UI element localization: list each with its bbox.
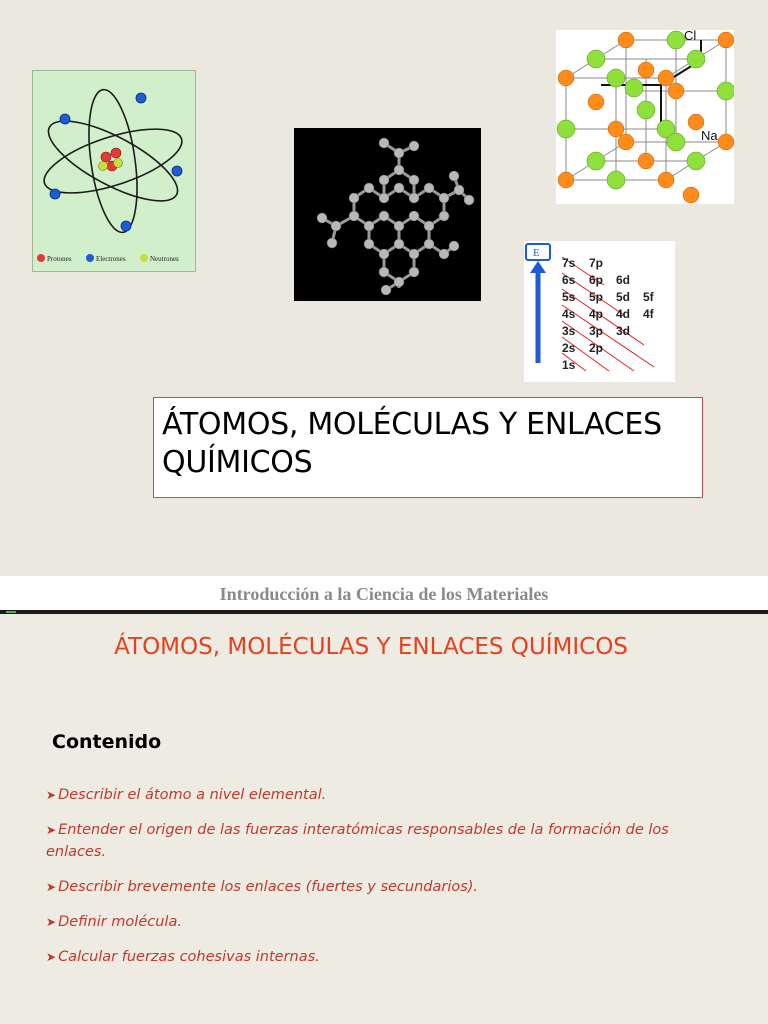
orbital-label: 4f [643,307,654,321]
orbital-label: 6p [589,273,604,287]
orbital-label: 2s [562,341,576,355]
orbital-label: 5f [643,290,654,304]
orbital-label: 7p [589,256,604,270]
atom-diagram-icon [33,71,195,271]
legend-protons: Protones [47,255,72,263]
orbital-label: 4d [616,307,631,321]
label-cl: Cl [684,30,697,43]
slide-2-title: ÁTOMOS, MOLÉCULAS Y ENLACES QUÍMICOS [114,634,628,660]
orbital-label: 4p [589,307,604,321]
orbital-diagram [524,241,675,382]
section-heading: Contenido [52,731,162,753]
energy-label: E [533,247,540,259]
orbital-label: 3s [562,324,576,338]
slide-header-band [0,576,768,610]
list-item: ➤ Describir el átomo a nivel elemental. [46,787,327,803]
list-item: ➤ Calcular fuerzas cohesivas internas. [46,949,320,965]
orbital-label: 5s [562,290,576,304]
orbital-label: 5p [589,290,604,304]
molecule-icon [294,128,481,301]
list-item: ➤ Entender el origen de las fuerzas interatómicas responsables de la formación de los enlaces. [46,822,669,860]
bullet-arrow-icon: ➤ [46,788,57,802]
orbital-label: 3d [616,324,631,338]
orbital-label: 1s [562,358,576,372]
main-title-line-2: QUÍMICOS [162,445,313,480]
bullet-arrow-icon: ➤ [46,880,57,894]
main-title-box [153,397,703,498]
bullet-arrow-icon: ➤ [46,950,57,964]
label-na: Na [701,128,718,143]
list-item: ➤ Definir molécula. [46,914,182,930]
atom-model-image [32,70,196,272]
content-list [46,784,726,981]
bullet-arrow-icon: ➤ [46,823,57,837]
legend-neutrons: Neutrones [150,255,179,263]
course-title: Introducción a la Ciencia de los Materiales [219,584,549,604]
crystal-lattice-icon [556,30,734,204]
legend-electrons: Electrones [96,255,126,263]
bullet-arrow-icon: ➤ [46,915,57,929]
orbital-label: 3p [589,324,604,338]
molecule-image [294,128,481,301]
orbital-label: 6s [562,273,576,287]
orbital-label: 4s [562,307,576,321]
orbital-label: 7s [562,256,576,270]
main-title-line-1: ÁTOMOS, MOLÉCULAS Y ENLACES [162,407,662,442]
orbital-label: 6d [616,273,631,287]
orbital-diagram-image [524,241,675,382]
orbital-label: 5d [616,290,631,304]
list-item: ➤ Describir brevemente los enlaces (fuertes y secundarios). [46,879,479,895]
crystal-lattice-image [556,30,734,204]
orbital-label: 2p [589,341,604,355]
